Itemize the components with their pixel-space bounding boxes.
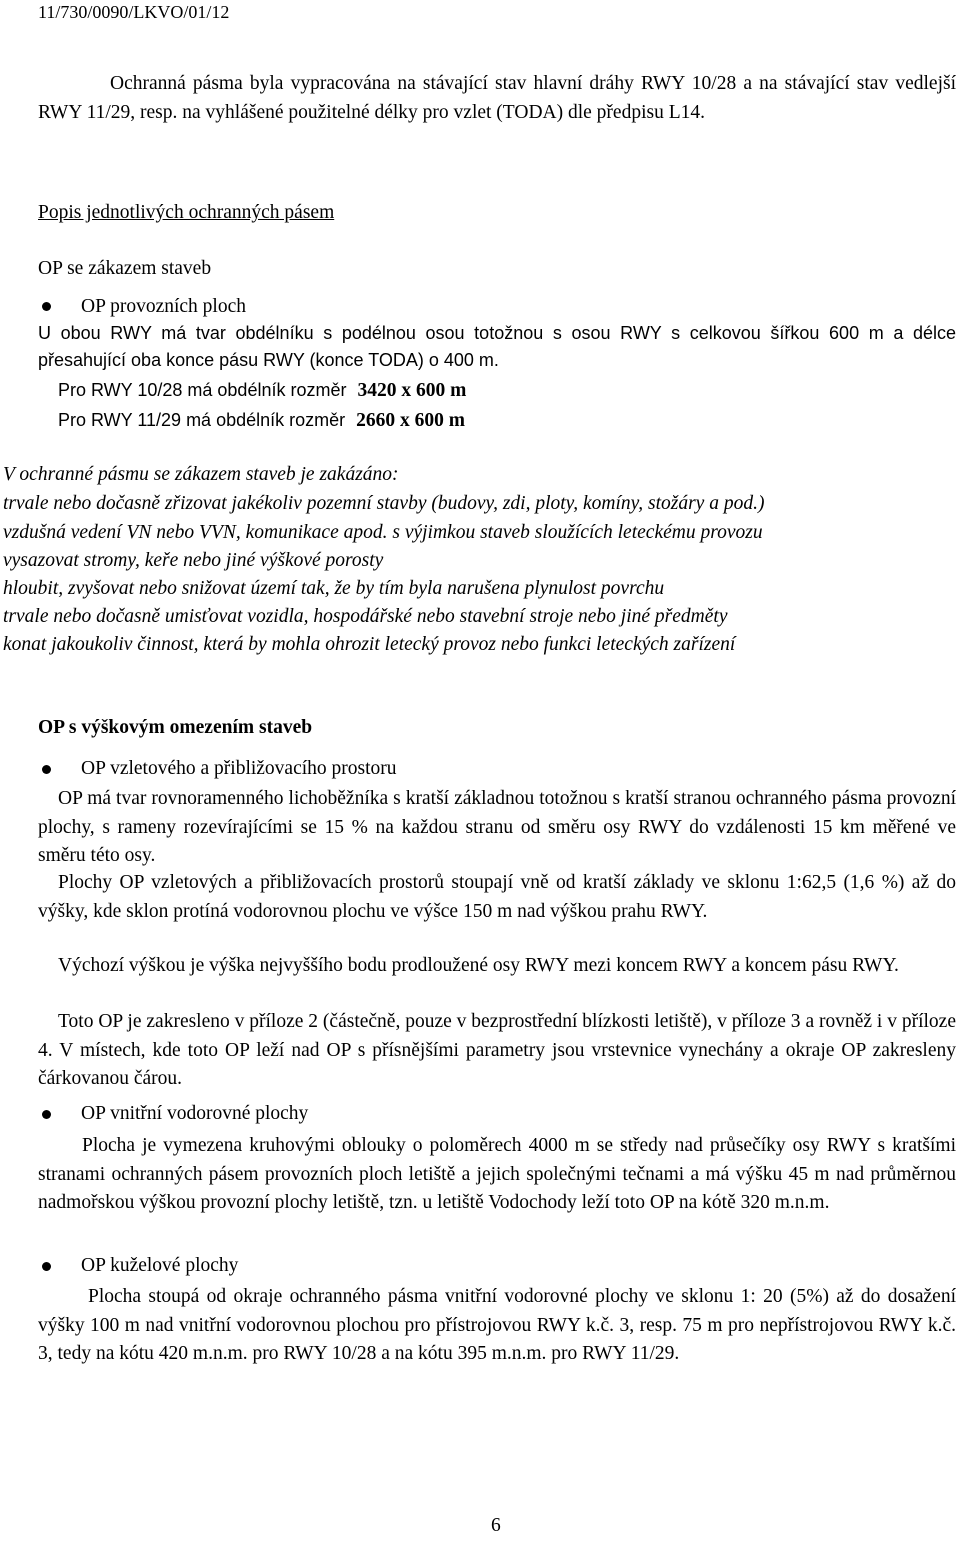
page-number: 6 (491, 1515, 501, 1536)
rwy-1129-value: 2660 x 600 m (356, 410, 466, 431)
rwy-1028-dimension-row (58, 380, 466, 402)
bullet-label-operating-areas: OP provozních ploch (81, 296, 246, 317)
bullet-icon (42, 302, 51, 311)
prohibited-item: hloubit, zvyšovat nebo snižovat území tak, že by tím byla narušena plynulost povrchu (3, 578, 665, 599)
prohibited-intro: V ochranné pásmu se zákazem staveb je zakázáno: (3, 464, 399, 485)
prohibited-item: trvale nebo dočasně zřizovat jakékoliv pozemní stavby (budovy, zdi, ploty, komíny, stožáry a pod.) (3, 493, 765, 514)
inner-horizontal-paragraph: Plocha je vymezena kruhovými oblouky o poloměrech 4000 m se středy nad průsečíky osy RWY s kratšími stranami ochranných pásem provozních ploch letiště a jejich společnými tečnami a má výšku 45 m nad průměrnou nadmořskou výškou provozní plochy letiště, tzn. u letiště Vodochody leží toto OP na kótě 320 m.n.m. (38, 1135, 956, 1213)
bullet-label-conical: OP kuželové plochy (81, 1255, 239, 1276)
section-heading-descriptions: Popis jednotlivých ochranných pásem (38, 202, 335, 223)
subheading-building-ban: OP se zákazem staveb (38, 258, 212, 279)
prohibited-item: vysazovat stromy, keře nebo jiné výškové porosty (3, 550, 384, 571)
operating-areas-description: U obou RWY má tvar obdélníku s podélnou osou totožnou s osou RWY s celkovou šířkou 600 m a délce přesahující oba konce pásu RWY (konce TODA) o 400 m. (38, 323, 956, 370)
bullet-icon (42, 1262, 51, 1271)
rwy-1028-prefix: Pro RWY 10/28 má obdélník rozměr (58, 380, 347, 400)
prohibited-item: vzdušná vedení VN nebo VVN, komunikace apod. s výjimkou staveb sloužících leteckému provozu (3, 522, 763, 543)
rwy-1028-value: 3420 x 600 m (357, 380, 467, 401)
bullet-label-inner-horizontal: OP vnitřní vodorovné plochy (81, 1103, 309, 1124)
prohibited-item: konat jakoukoliv činnost, která by mohla ohrozit letecký provoz nebo funkci leteckých zařízení (3, 634, 736, 655)
conical-paragraph: Plocha stoupá od okraje ochranného pásma vnitřní vodorovné plochy ve sklonu 1: 20 (5%) až do dosažení výšky 100 m nad vnitřní vodorovnou plochou pro přístrojovou RWY k.č. 3, resp. 75 m pro nepřístrojovou RWY k.č. 3, tedy na kótu 420 m.n.m. pro RWY 10/28 a na kótu 395 m.n.m. pro RWY 11/29. (38, 1286, 956, 1364)
section-heading-height-restriction: OP s výškovým omezením staveb (38, 717, 313, 738)
intro-paragraph: Ochranná pásma byla vypracována na stávající stav hlavní dráhy RWY 10/28 a na stávající stav vedlejší RWY 11/29, resp. na vyhlášené použitelné délky pro vzlet (TODA) dle předpisu L14. (38, 73, 956, 123)
document-reference: 11/730/0090/LKVO/01/12 (38, 2, 230, 22)
bullet-icon (42, 1110, 51, 1119)
approach-area-paragraph-4: Toto OP je zakresleno v příloze 2 (částečně, pouze v bezprostřední blízkosti letiště), v příloze 3 a rovněž i v příloze 4. V místech, kde toto OP leží nad OP s přísnějšími parametry jsou vrstevnice vynechány a okraje OP zakresleny čárkovanou čárou. (38, 1011, 956, 1089)
prohibited-item: trvale nebo dočasně umisťovat vozidla, hospodářské nebo stavební stroje nebo jiné předměty (3, 606, 728, 627)
bullet-icon (42, 765, 51, 774)
bullet-label-approach-area: OP vzletového a přibližovacího prostoru (81, 758, 397, 779)
approach-area-paragraph-1: OP má tvar rovnoramenného lichoběžníka s kratší základnou totožnou s kratší stranou ochranného pásma provozní plochy, s rameny rozevírajícími se 15 % na každou stranu od směru osy RWY do vzdálenosti 15 km měřené ve směru této osy. (38, 788, 956, 866)
approach-area-paragraph-3: Výchozí výškou je výška nejvyššího bodu prodloužené osy RWY mezi koncem RWY a koncem pásu RWY. (58, 955, 899, 976)
rwy-1129-dimension-row (58, 410, 465, 432)
rwy-1129-prefix: Pro RWY 11/29 má obdélník rozměr (58, 410, 346, 430)
approach-area-paragraph-2: Plochy OP vzletových a přibližovacích prostorů stoupají vně od kratší základy ve sklonu 1:62,5 (1,6 %) až do výšky, kde sklon protíná vodorovnou plochu ve výšce 150 m nad výškou prahu RWY. (38, 872, 956, 922)
